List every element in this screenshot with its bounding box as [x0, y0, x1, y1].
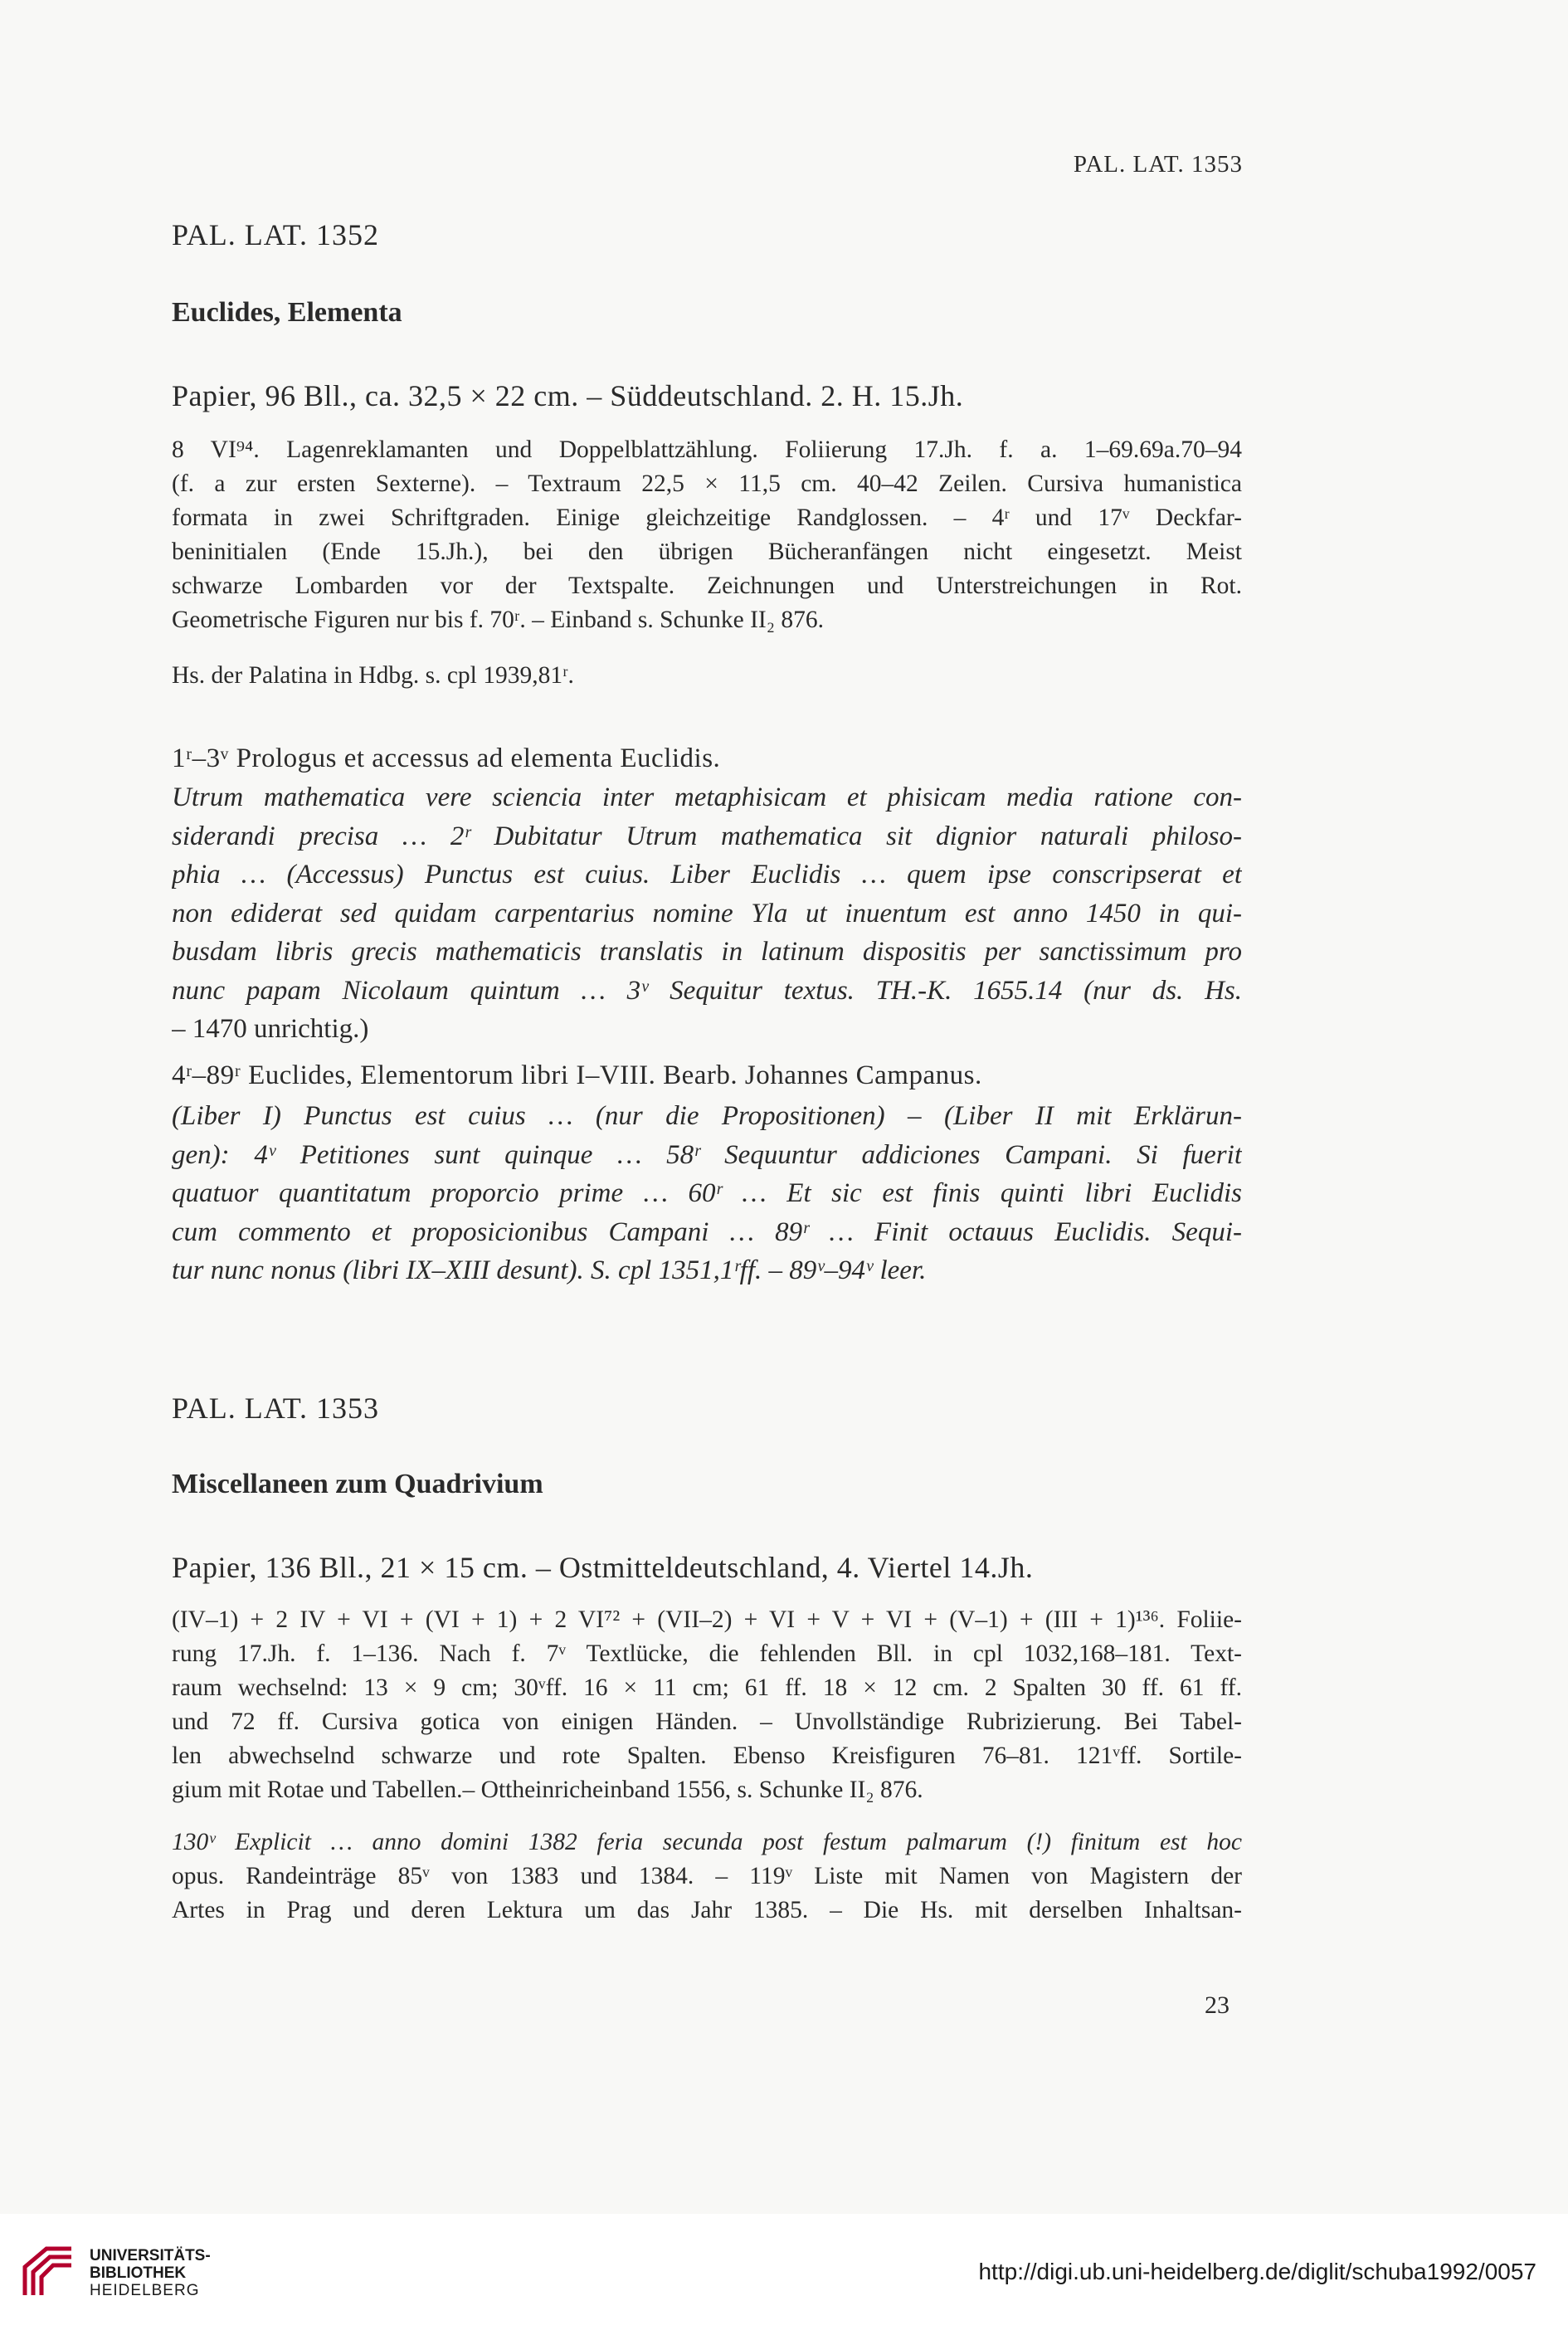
note-line: Artes in Prag und deren Lektura um das Jahr 1385. – Die Hs. mit derselben Inhaltsan- [172, 1897, 1242, 1923]
physical-description-wrap [172, 378, 1242, 413]
description-line: schwarze Lombarden vor der Textspalte. Zeichnungen und Unterstreichungen in Rot. [172, 573, 1242, 599]
physical-description-wrap [172, 1550, 1242, 1585]
item-heading: 4ʳ–89ʳ Euclides, Elementorum libri I–VIII. Bearb. Johannes Campanus. [172, 1060, 982, 1090]
description-line: beninitialen (Ende 15.Jh.), bei den übrigen Bücheranfängen nicht eingesetzt. Meist [172, 539, 1242, 565]
description-line: formata in zwei Schriftgraden. Einige gleichzeitige Randglossen. – 4ʳ und 17ᵛ Deckfar- [172, 505, 1242, 531]
viewer-footer [0, 2214, 1568, 2330]
description-line: (f. a zur ersten Sexterne). – Textraum 22,5 × 11,5 cm. 40–42 Zeilen. Cursiva humanistica [172, 470, 1242, 497]
codicological-description [172, 1603, 1242, 1807]
running-head: PAL. LAT. 1353 [1073, 151, 1243, 178]
entry-shelfmark [172, 1391, 1242, 1426]
work-title: Miscellaneen zum Quadrivium [172, 1469, 543, 1499]
item-text-line: (Liber I) Punctus est cuius … (nur die Propositionen) – (Liber II mit Erklärun- [172, 1101, 1242, 1131]
note-line: opus. Randeinträge 85ᵛ von 1383 und 1384. – 119ᵛ Liste mit Namen von Magistern der [172, 1863, 1242, 1889]
item-text-line: gen): 4ᵛ Petitiones sunt quinque … 58ʳ Sequuntur addiciones Campani. Si fuerit [172, 1139, 1242, 1170]
provenance-wrap [172, 659, 1242, 693]
provenance: Hs. der Palatina in Hdbg. s. cpl 1939,81ʳ. [172, 662, 574, 689]
item-text-line: nunc papam Nicolaum quintum … 3ᵛ Sequitur textus. TH.-K. 1655.14 (nur ds. Hs. [172, 975, 1242, 1006]
description-line: und 72 ff. Cursiva gotica von einigen Händen. – Unvollständige Rubrizierung. Bei Tabel- [172, 1709, 1242, 1735]
note-line: 130ᵛ Explicit … anno domini 1382 feria secunda post festum palmarum (!) finitum est hoc [172, 1829, 1242, 1855]
description-line: (IV–1) + 2 IV + VI + (VI + 1) + 2 VI⁷² + (VII–2) + VI + V + VI + (V–1) + (III + 1)¹³⁶. Foliie- [172, 1606, 1242, 1633]
item-text-line: Utrum mathematica vere sciencia inter metaphisicam et phisicam media ratione con- [172, 782, 1242, 812]
section-title: PAL. LAT. 1352 [172, 218, 380, 251]
page-number: 23 [1205, 1991, 1230, 2019]
description-line: rung 17.Jh. f. 1–136. Nach f. 7ᵛ Textlücke, die fehlenden Bll. in cpl 1032,168–181. Text- [172, 1640, 1242, 1667]
item-text-line: quatuor quantitatum proporcio prime … 60ʳ … Et sic est finis quinti libri Euclidis [172, 1178, 1242, 1208]
section-title: PAL. LAT. 1353 [172, 1392, 380, 1425]
description-line: gium mit Rotae und Tabellen.– Ottheinricheinband 1556, s. Schunke II₂ 876. [172, 1777, 923, 1803]
library-name-line: BIBLIOTHEK [90, 2264, 187, 2282]
entry-title-wrap [172, 1469, 1242, 1500]
item-text-line: – 1470 unrichtig.) [172, 1014, 369, 1044]
codicological-description [172, 433, 1242, 637]
item-heading-wrap [172, 743, 1242, 774]
item-text-line: non ediderat sed quidam carpentarius nomine Yla ut inuentum est anno 1450 in qui- [172, 898, 1242, 929]
item-text [172, 1097, 1242, 1290]
library-name [90, 2247, 211, 2299]
item-heading-wrap [172, 1060, 1242, 1091]
description-line: raum wechselnd: 13 × 9 cm; 30ᵛff. 16 × 11 cm; 61 ff. 18 × 12 cm. 2 Spalten 30 ff. 61 ff. [172, 1674, 1242, 1701]
item-text-line: siderandi precisa … 2ʳ Dubitatur Utrum mathematica sit dignior naturali philoso- [172, 821, 1242, 851]
physical-description: Papier, 136 Bll., 21 × 15 cm. – Ostmitteldeutschland, 4. Viertel 14.Jh. [172, 1551, 1034, 1584]
item-text [172, 778, 1242, 1049]
description-line: Geometrische Figuren nur bis f. 70ʳ. – Einband s. Schunke II₂ 876. [172, 607, 825, 633]
item-text-line: phia … (Accessus) Punctus est cuius. Liber Euclidis … quem ipse conscripserat et [172, 860, 1242, 890]
entry-title-wrap [172, 297, 1242, 329]
physical-description: Papier, 96 Bll., ca. 32,5 × 22 cm. – Süddeutschland. 2. H. 15.Jh. [172, 379, 964, 412]
library-name-line: HEIDELBERG [90, 2282, 200, 2299]
item-text-line: cum commento et proposicionibus Campani … 89ʳ … Finit octauus Euclidis. Sequi- [172, 1216, 1242, 1247]
permalink-url[interactable]: http://digi.ub.uni-heidelberg.de/diglit/schuba1992/0057 [978, 2259, 1536, 2284]
item-text-line: tur nunc nonus (libri IX–XIII desunt). S. cpl 1351,1ʳff. – 89ᵛ–94ᵛ leer. [172, 1255, 927, 1285]
item-text-line: busdam libris grecis mathematicis translatis in latinum dispositis per sanctissimum pro [172, 937, 1242, 967]
entry-shelfmark [172, 217, 1242, 252]
description-line: len abwechselnd schwarze und rote Spalten. Ebenso Kreisfiguren 76–81. 121ᵛff. Sortile- [172, 1743, 1242, 1769]
work-title: Euclides, Elementa [172, 297, 402, 328]
description-line: 8 VI⁹⁴. Lagenreklamanten und Doppelblattzählung. Foliierung 17.Jh. f. a. 1–69.69a.70–94 [172, 436, 1242, 463]
ub-heidelberg-logo-icon[interactable] [18, 2242, 78, 2302]
library-name-line: UNIVERSITÄTS- [90, 2247, 211, 2264]
note-block [172, 1825, 1242, 1928]
item-heading: 1ʳ–3ᵛ Prologus et accessus ad elementa Euclidis. [172, 743, 721, 773]
